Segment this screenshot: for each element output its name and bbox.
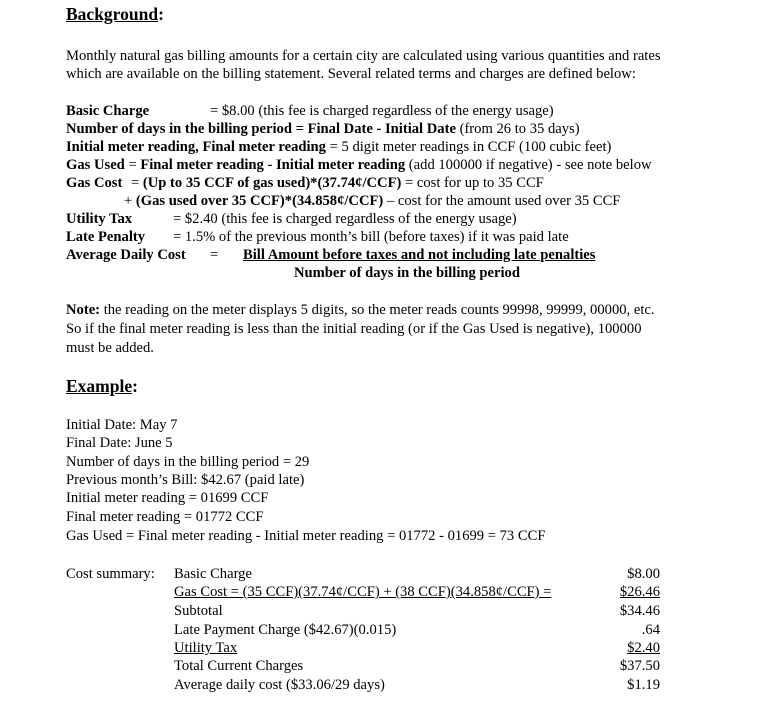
cost-row-amount: $1.19	[627, 677, 660, 693]
note-line-3: must be added.	[66, 340, 154, 356]
example-line: Gas Used = Final meter reading - Initial meter reading = 01772 - 01699 = 73 CCF	[66, 528, 546, 544]
def-meter: Initial meter reading, Final meter reading = 5 digit meter readings in CCF (100 cubic feet)	[66, 139, 612, 155]
def-avg-daily-cost-denominator: Number of days in the billing period	[294, 265, 520, 281]
intro-line-2: which are available on the billing statement. Several related terms and charges are defined below:	[66, 66, 636, 82]
def-gas-cost-line1: = (Up to 35 CCF of gas used)*(37.74¢/CCF) = cost for up to 35 CCF	[131, 175, 544, 191]
cost-row-amount: .64	[641, 622, 660, 638]
cost-row-amount: $34.46	[619, 603, 660, 619]
def-utility-tax-term: Utility Tax	[66, 211, 133, 227]
note-line-1: Note: the reading on the meter displays 5 digits, so the meter reads counts 99998, 99999, 00000, etc.	[66, 302, 655, 318]
def-avg-daily-cost-eq: =	[210, 247, 219, 263]
cost-row-label: Late Payment Charge ($42.67)(0.015)	[174, 622, 397, 638]
cost-row-label: Basic Charge	[174, 566, 252, 582]
def-gas-used: Gas Used = Final meter reading - Initial meter reading (add 100000 if negative) - see note below	[66, 157, 652, 173]
cost-summary-label: Cost summary:	[66, 566, 155, 582]
def-gas-cost-line2: + (Gas used over 35 CCF)*(34.858¢/CCF) – cost for the amount used over 35 CCF	[124, 193, 621, 209]
def-avg-daily-cost-numerator: Bill Amount before taxes and not including late penalties	[243, 247, 596, 263]
def-late-penalty-term: Late Penalty	[66, 229, 146, 245]
def-basic-charge-term: Basic Charge	[66, 103, 150, 119]
cost-row-label: Utility Tax	[174, 640, 238, 656]
example-line: Initial meter reading = 01699 CCF	[66, 490, 269, 506]
example-line: Initial Date: May 7	[66, 417, 178, 433]
intro-line-1: Monthly natural gas billing amounts for a certain city are calculated using various quantities and rates	[66, 48, 661, 64]
example-line: Final Date: June 5	[66, 435, 173, 451]
note-line-2: So if the final meter reading is less than the initial reading (or if the Gas Used is negative), 100000	[66, 321, 642, 337]
example-heading: Example:	[66, 376, 138, 396]
cost-row-amount: $26.46	[619, 584, 660, 600]
cost-row-label: Total Current Charges	[174, 658, 304, 674]
def-late-penalty-value: = 1.5% of the previous month’s bill (before taxes) if it was paid late	[173, 229, 569, 245]
example-line: Previous month’s Bill: $42.67 (paid late)	[66, 472, 305, 488]
cost-row-amount: $8.00	[627, 566, 660, 582]
cost-row-label: Subtotal	[174, 603, 223, 619]
cost-row-amount: $2.40	[627, 640, 660, 656]
cost-row-amount: $37.50	[619, 658, 660, 674]
def-avg-daily-cost-term: Average Daily Cost	[66, 247, 186, 263]
def-gas-cost-term: Gas Cost	[66, 175, 123, 191]
example-line: Number of days in the billing period = 29	[66, 454, 310, 470]
def-days: Number of days in the billing period = Final Date - Initial Date (from 26 to 35 days)	[66, 121, 580, 137]
cost-row-label: Average daily cost ($33.06/29 days)	[174, 677, 385, 693]
background-heading: Background:	[66, 4, 164, 24]
def-basic-charge-value: = $8.00 (this fee is charged regardless of the energy usage)	[210, 103, 554, 119]
example-line: Final meter reading = 01772 CCF	[66, 509, 264, 525]
cost-row-label: Gas Cost = (35 CCF)(37.74¢/CCF) + (38 CCF)(34.858¢/CCF) =	[174, 584, 552, 600]
def-utility-tax-value: = $2.40 (this fee is charged regardless of the energy usage)	[173, 211, 517, 227]
